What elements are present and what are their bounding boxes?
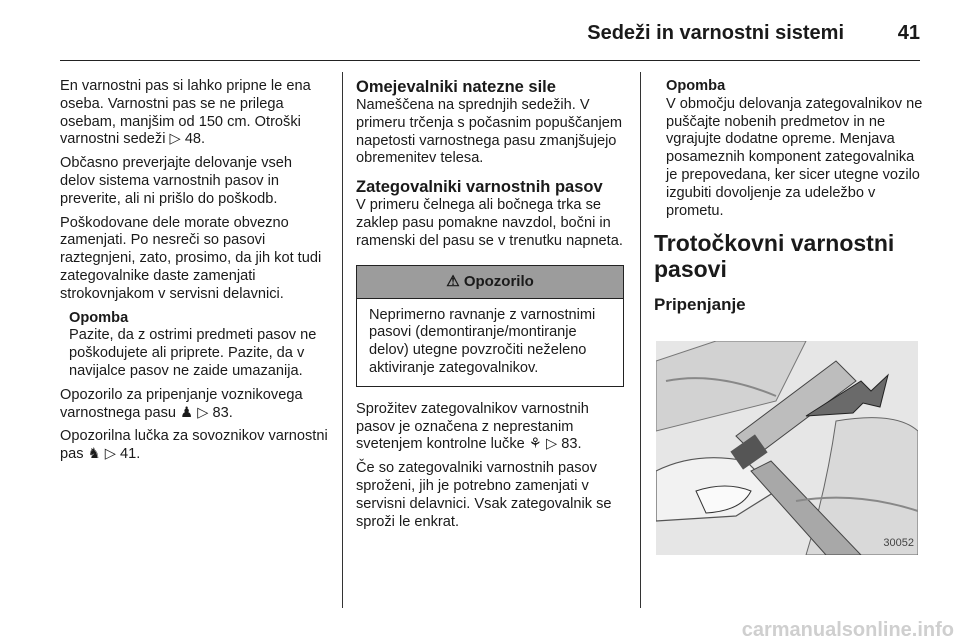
note-title: Opomba — [69, 309, 129, 326]
warning-box — [356, 265, 624, 387]
chapter-title: Sedeži in varnostni sistemi — [587, 22, 844, 44]
passenger-seatbelt-icon: ♞ — [87, 446, 101, 463]
note-box — [654, 78, 924, 220]
warning-title: Opozorilo — [463, 272, 534, 290]
page-header — [0, 0, 960, 62]
airbag-indicator-icon: ⚘ — [528, 436, 542, 453]
note-title: Opomba — [666, 78, 726, 94]
paragraph: Sprožitev zategovalnikov varnostnih pasov je označena z neprestanim svetenjem kontrolne lučke ⚘ ▷ 83. — [356, 400, 589, 453]
header-rule — [60, 60, 920, 61]
paragraph: Občasno preverjajte delovanje vseh delov sistema varnostnih pasov in preverite, ali ni prišlo do poškodb. — [60, 155, 293, 207]
paragraph: Nameščena na sprednjih sedežih. V primeru trčenja s počasnim popuščanjem napetosti varnostnega pasu zmanjšujejo obremenitev telesa. — [356, 97, 623, 167]
page-ref-icon: ▷ — [197, 404, 209, 421]
note-box — [60, 310, 328, 381]
section-heading: Zategovalniki varnostnih pasov — [356, 178, 603, 197]
section-heading: Trotočkovni varnostni pasovi — [654, 230, 895, 283]
seatbelt-warning-icon: ♟ — [180, 404, 194, 421]
note-text: V območju delovanja zategovalnikov ne puščajte nobenih predmetov in ne vgrajujte dodatne opreme. Menjava posameznih komponent zategovalnika je prepovedana, ker sicer utegne vozilo izgubiti dovoljenje za udeležbo v prometu. — [666, 95, 923, 219]
warning-header — [357, 266, 623, 299]
column-divider — [342, 72, 343, 608]
warning-text: Neprimerno ravnanje z varnostnimi pasovi (demontiranje/montiranje delov) utegne povzročiti neželeno aktiviranje zategovalnikov. — [369, 306, 596, 376]
illustration-drawing — [656, 341, 918, 555]
column-divider — [640, 72, 641, 608]
paragraph: En varnostni pas si lahko pripne le ena oseba. Varnostni pas se ne prilega osebam, manjšim od 150 cm. Otroški varnostni sedeži ▷ 48. — [60, 78, 311, 148]
watermark-text: carmanualsonline.info — [741, 619, 954, 641]
paragraph: Poškodovane dele morate obvezno zamenjati. Po nesreči so pasovi raztegnjeni, zato, prosimo, da jih kot tudi zategovalnike daste zamenjati strokovnjakom v servisni delavnici. — [60, 214, 322, 302]
note-text: Pazite, da z ostrimi predmeti pasov ne poškodujete ali priprete. Pazite, da v navijalce pasov ne zaide umazanija. — [69, 327, 317, 379]
figure-id: 30052 — [883, 537, 914, 549]
column-1 — [60, 78, 328, 470]
page-ref-icon: ▷ — [104, 446, 116, 463]
section-heading: Omejevalniki natezne sile — [356, 78, 556, 96]
column-3 — [654, 78, 924, 314]
page-ref-icon: ▷ — [169, 131, 181, 148]
paragraph: V primeru čelnega ali bočnega trka se zaklep pasu pomakne navzdol, bočni in ramenski del pasu se v trenutku napneta. — [356, 197, 623, 249]
paragraph: Če so zategovalniki varnostnih pasov sproženi, jih je potrebno zamenjati v servisni delavnici. Vsak zategovalnik se sproži le enkrat. — [356, 460, 612, 530]
warning-icon: ⚠ — [446, 272, 460, 290]
paragraph: Opozorilna lučka za sovoznikov varnostni pas ♞ ▷ 41. — [60, 428, 328, 463]
subheading: Pripenjanje — [654, 295, 746, 315]
page-ref-icon: ▷ — [545, 436, 558, 453]
seatbelt-buckle-illustration — [656, 341, 918, 555]
paragraph: Opozorilo za pripenjanje voznikovega varnostnega pasu ♟ ▷ 83. — [60, 386, 303, 421]
page-number: 41 — [897, 22, 920, 44]
column-2 — [356, 78, 624, 537]
